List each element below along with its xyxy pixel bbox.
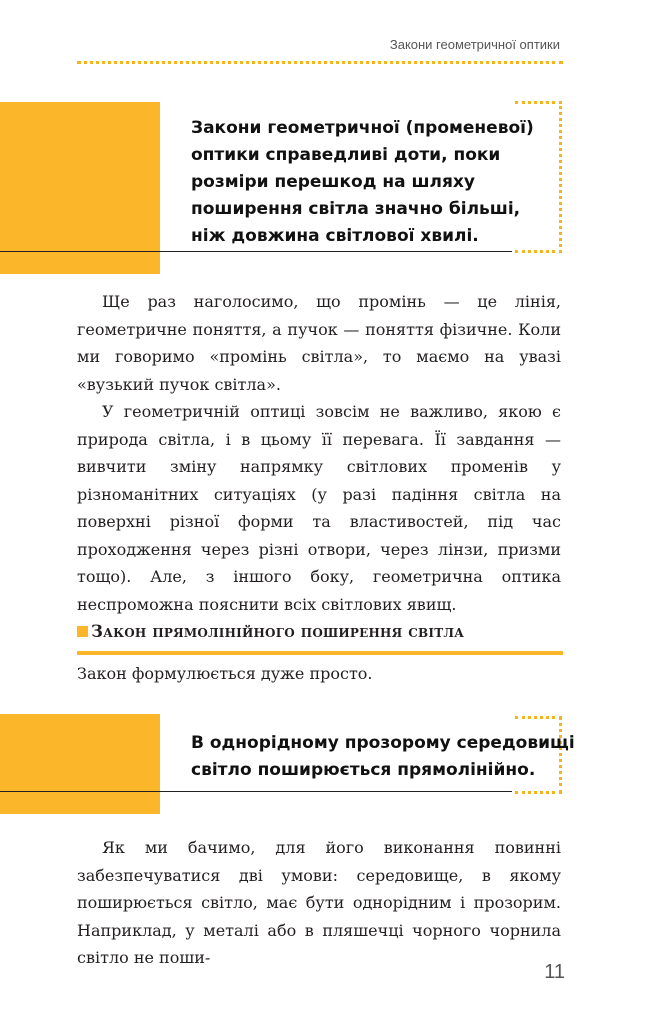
callout-dotted-frame-top — [515, 101, 562, 104]
callout-dotted-frame-bottom — [515, 791, 562, 794]
callout-line: ніж довжина світлової хвилі. — [191, 226, 479, 246]
paragraph: Як ми бачимо, для його виконання повинні забезпечуватися дві умови: середовище, в якому поширюється світло, має бути однорідним і прозорим. Наприклад, у металі або в пляшечці чорного чорнила світло не поши- — [77, 838, 561, 967]
closing-text — [77, 834, 561, 972]
callout-dotted-frame-top — [515, 716, 562, 719]
callout-law-statement — [191, 730, 575, 784]
callout-accent-block — [0, 102, 160, 274]
paragraph: У геометричній оптиці зовсім не важливо, якою є природа світла, і в цьому її перевага. Її завдання — вивчити зміну напрямку світлових променів у різноманітних ситуаціях (у разі падіння світла на поверхні різної форми та властивостей, під час проходження через різні отвори, через лінзи, призми тощо). Але, з іншого боку, геометрична оптика неспроможна пояснити всіх світлових явищ. — [77, 402, 561, 614]
header-dotted-rule — [77, 61, 563, 64]
callout-line: оптики справедливі доти, поки — [191, 145, 501, 165]
section-heading — [77, 622, 561, 641]
callout-underline — [0, 251, 512, 252]
intro-text — [77, 288, 561, 618]
paragraph: Закон формулюється дуже просто. — [77, 664, 373, 683]
page-number: 11 — [544, 961, 565, 983]
callout-dotted-frame-side — [559, 101, 562, 253]
callout-accent-block — [0, 714, 160, 814]
section-heading-text: Закон прямолінійного поширення світла — [91, 622, 465, 641]
callout-underline — [0, 791, 512, 792]
paragraph: Ще раз наголосимо, що промінь — це лінія, геометричне поняття, а пучок — поняття фізичне. Коли ми говоримо «промінь світла», то маємо на увазі «вузький пучок світла». — [77, 292, 561, 394]
callout-dotted-frame-bottom — [515, 250, 562, 253]
section-intro-text — [77, 660, 561, 688]
callout-line: Закони геометричної (променевої) — [191, 118, 534, 138]
running-title: Закони геометричної оптики — [389, 37, 560, 52]
callout-line: світло поширюється прямолінійно. — [191, 760, 536, 780]
heading-underline — [77, 651, 563, 655]
callout-line: В однорідному прозорому середовищі — [191, 733, 575, 753]
callout-line: розміри перешкод на шляху — [191, 172, 475, 192]
heading-bullet-square — [77, 626, 88, 637]
callout-law-validity — [191, 115, 534, 250]
callout-line: поширення світла значно більші, — [191, 199, 521, 219]
